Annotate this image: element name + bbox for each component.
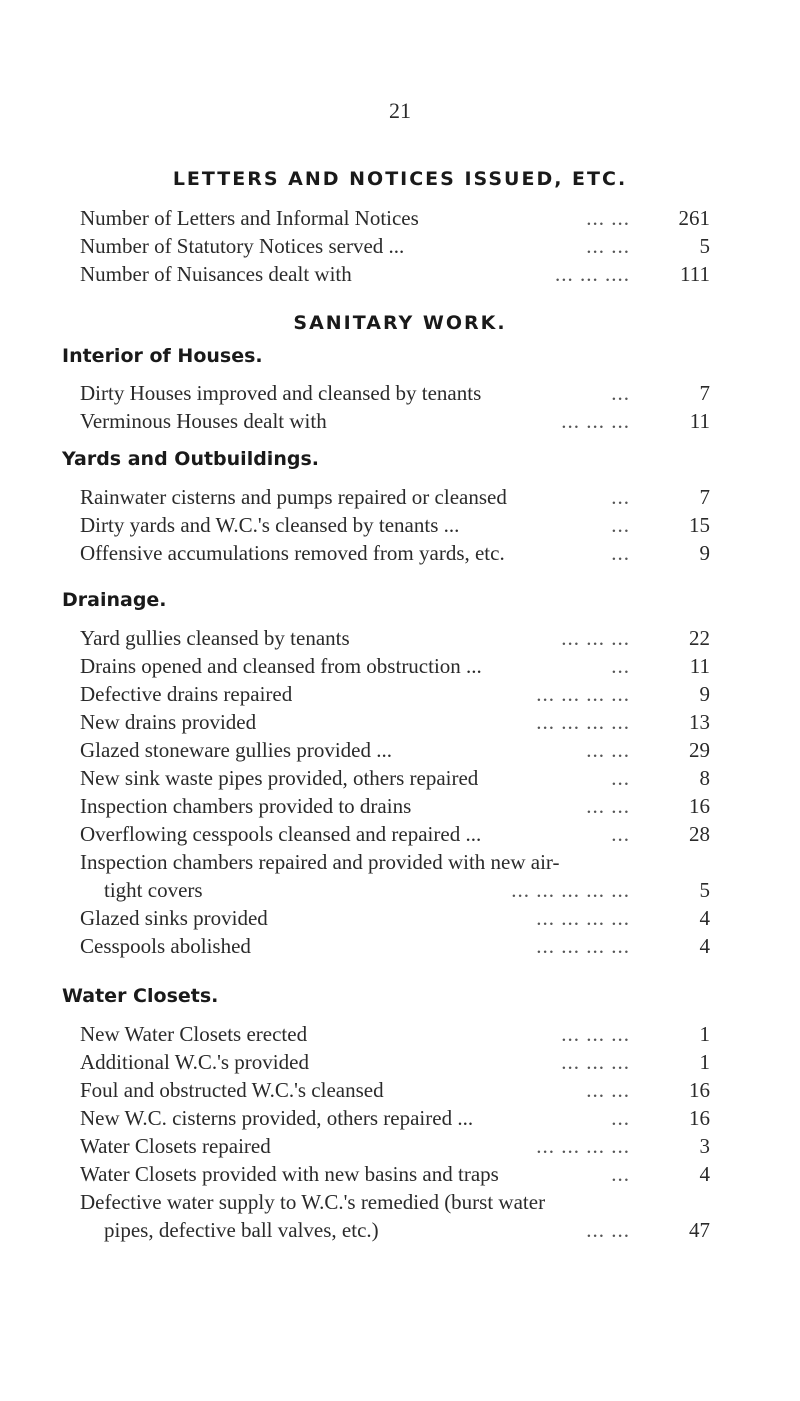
wc-row [80, 1076, 710, 1104]
row-dots: ... ... ... ... [536, 906, 630, 930]
drainage-row [80, 904, 710, 932]
row-dots: ... ... ... ... [536, 934, 630, 958]
drainage-row [80, 708, 710, 736]
row-label: Additional W.C.'s provided [80, 1050, 309, 1074]
wc-row [80, 1048, 710, 1076]
row-dots: ... [611, 654, 630, 678]
row-label: Water Closets repaired [80, 1134, 271, 1158]
row-label: Water Closets provided with new basins and traps [80, 1162, 499, 1186]
row-value: 111 [680, 262, 710, 286]
row-label: Defective drains repaired [80, 682, 293, 706]
wc-wrapped-line: Defective water supply to W.C.'s remedied (burst water [80, 1190, 546, 1214]
row-label: New sink waste pipes provided, others repaired [80, 766, 479, 790]
row-dots: ... [611, 766, 630, 790]
drainage-row [80, 764, 710, 792]
row-label: Overflowing cesspools cleansed and repaired ... [80, 822, 482, 846]
row-dots: ... ... ... [561, 626, 630, 650]
row-dots: ... ... ... ... [536, 710, 630, 734]
yards-heading: Yards and Outbuildings. [62, 448, 319, 470]
row-dots: ... ... [586, 1218, 630, 1242]
row-dots: ... [611, 381, 630, 405]
sanitary-section-title: SANITARY WORK. [293, 312, 507, 334]
drainage-row [80, 736, 710, 764]
wc-row [80, 1104, 710, 1132]
row-value: 8 [699, 766, 710, 790]
row-dots: ... ... [586, 1078, 630, 1102]
row-value: 16 [689, 1106, 710, 1130]
row-label: Inspection chambers provided to drains [80, 794, 412, 818]
row-value: 4 [699, 934, 710, 958]
row-value: 28 [689, 822, 710, 846]
row-value: 11 [689, 654, 710, 678]
row-label: New drains provided [80, 710, 257, 734]
drainage-heading: Drainage. [62, 589, 167, 611]
letters-section-title: LETTERS AND NOTICES ISSUED, ETC. [172, 168, 628, 190]
row-label: Number of Statutory Notices served ... [80, 234, 405, 258]
row-value: 261 [678, 206, 710, 230]
row-label: Number of Nuisances dealt with [80, 262, 352, 286]
row-label: Glazed stoneware gullies provided ... [80, 738, 392, 762]
row-value: 22 [689, 626, 710, 650]
drainage-row [80, 792, 710, 820]
row-value: 16 [689, 1078, 710, 1102]
drainage-row [80, 624, 710, 652]
row-value: 9 [699, 541, 710, 565]
row-dots: ... [611, 541, 630, 565]
row-value: 47 [689, 1218, 710, 1242]
row-dots: ... ... ... ... ... [511, 878, 630, 902]
row-value: 4 [699, 1162, 710, 1186]
row-label: Offensive accumulations removed from yards, etc. [80, 541, 505, 565]
row-label: Yard gullies cleansed by tenants [80, 626, 350, 650]
row-value: 5 [699, 234, 710, 258]
row-label: Dirty Houses improved and cleansed by tenants [80, 381, 482, 405]
row-label: New W.C. cisterns provided, others repaired ... [80, 1106, 474, 1130]
row-dots: ... [611, 485, 630, 509]
yards-row [80, 483, 710, 511]
row-label: Dirty yards and W.C.'s cleansed by tenants ... [80, 513, 460, 537]
row-value: 1 [699, 1022, 710, 1046]
interior-row [80, 379, 710, 407]
wc-row [80, 1020, 710, 1048]
row-label: pipes, defective ball valves, etc.) [104, 1218, 379, 1242]
drainage-row [80, 820, 710, 848]
row-dots: ... ... [586, 234, 630, 258]
row-value: 11 [689, 409, 710, 433]
row-dots: ... ... [586, 206, 630, 230]
row-value: 1 [699, 1050, 710, 1074]
row-label: tight covers [104, 878, 203, 902]
row-value: 9 [699, 682, 710, 706]
interior-row [80, 407, 710, 435]
row-value: 16 [689, 794, 710, 818]
page-number: 21 [389, 98, 411, 123]
drainage-wrapped-line: Inspection chambers repaired and provided with new air- [80, 850, 560, 874]
row-dots: ... ... ... ... [536, 1134, 630, 1158]
wc-row [80, 1160, 710, 1188]
row-value: 13 [689, 710, 710, 734]
drainage-row [80, 876, 710, 904]
drainage-row [80, 680, 710, 708]
row-label: Drains opened and cleansed from obstruction ... [80, 654, 482, 678]
row-label: Cesspools abolished [80, 934, 251, 958]
water-closets-heading: Water Closets. [62, 985, 219, 1007]
letters-row-nuisances [80, 260, 710, 288]
row-value: 3 [699, 1134, 710, 1158]
row-value: 5 [699, 878, 710, 902]
row-dots: ... [611, 1162, 630, 1186]
letters-row-informal [80, 204, 710, 232]
row-label: Verminous Houses dealt with [80, 409, 327, 433]
yards-row [80, 511, 710, 539]
row-dots: ... ... ... [561, 1050, 630, 1074]
row-value: 7 [699, 485, 710, 509]
interior-heading: Interior of Houses. [62, 345, 263, 367]
row-dots: ... [611, 822, 630, 846]
drainage-row [80, 932, 710, 960]
row-dots: ... ... [586, 794, 630, 818]
row-dots: ... [611, 1106, 630, 1130]
drainage-row [80, 652, 710, 680]
wc-row [80, 1132, 710, 1160]
row-dots: ... ... .... [555, 262, 630, 286]
row-label: Foul and obstructed W.C.'s cleansed [80, 1078, 384, 1102]
row-value: 15 [689, 513, 710, 537]
row-value: 7 [699, 381, 710, 405]
yards-row [80, 539, 710, 567]
row-label: New Water Closets erected [80, 1022, 308, 1046]
row-label: Rainwater cisterns and pumps repaired or cleansed [80, 485, 507, 509]
row-dots: ... ... ... [561, 409, 630, 433]
row-dots: ... [611, 513, 630, 537]
letters-row-statutory [80, 232, 710, 260]
row-label: Glazed sinks provided [80, 906, 268, 930]
row-label: Number of Letters and Informal Notices [80, 206, 419, 230]
row-value: 4 [699, 906, 710, 930]
row-value: 29 [689, 738, 710, 762]
wc-row [80, 1216, 710, 1244]
row-dots: ... ... ... [561, 1022, 630, 1046]
row-dots: ... ... ... ... [536, 682, 630, 706]
row-dots: ... ... [586, 738, 630, 762]
